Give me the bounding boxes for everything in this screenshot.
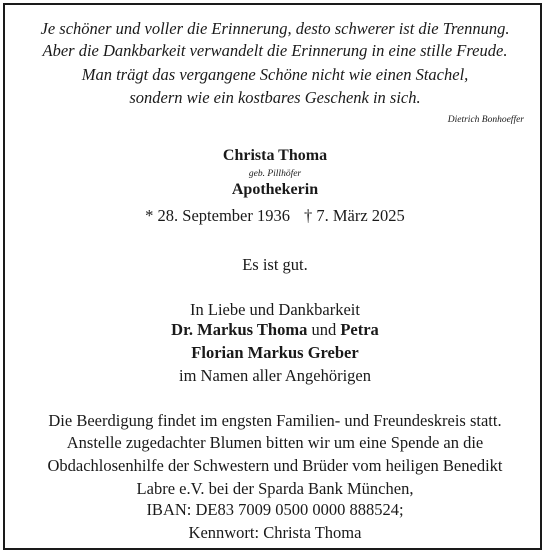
notice-line-1: Die Beerdigung findet im engsten Familien- und Freundeskreis statt. [48, 411, 502, 430]
maiden-name: geb. Pillhöfer [248, 169, 302, 179]
birth-date: * 28. September 1936 [145, 206, 290, 225]
deceased-name: Christa Thoma [222, 147, 328, 164]
notice-line-3: Obdachlosenhilfe der Schwestern und Brüder vom heiligen Benedikt [47, 456, 503, 475]
closing-phrase: Es ist gut. [242, 255, 308, 274]
mourners-line-1 [0, 320, 550, 340]
quote-line-3: Man trägt das vergangene Schöne nicht wie einen Stachel, [81, 65, 469, 84]
mourner-name-2: Petra [340, 320, 379, 339]
profession: Apothekerin [231, 181, 319, 198]
death-date: † 7. März 2025 [303, 206, 405, 225]
life-dates [0, 206, 550, 226]
notice-line-2: Anstelle zugedachter Blumen bitten wir um eine Spende an die [66, 433, 484, 452]
quote-author: Dietrich Bonhoeffer [447, 115, 524, 125]
quote-line-4: sondern wie ein kostbares Geschenk in sich. [129, 88, 421, 107]
mourner-connector: und [307, 320, 341, 339]
notice-line-keyword: Kennwort: Christa Thoma [188, 523, 362, 542]
mourners-outro: im Namen aller Angehörigen [179, 366, 371, 385]
mourner-name-3: Florian Markus Greber [191, 343, 359, 362]
quote-line-2: Aber die Dankbarkeit verwandelt die Erinnerung in eine stille Freude. [42, 41, 508, 60]
mourners-intro: In Liebe und Dankbarkeit [190, 300, 360, 319]
quote-line-1: Je schöner und voller die Erinnerung, desto schwerer ist die Trennung. [40, 19, 510, 38]
notice-line-iban: IBAN: DE83 7009 0500 0000 888524; [146, 500, 404, 519]
mourner-name-1: Dr. Markus Thoma [171, 320, 308, 339]
notice-line-4: Labre e.V. bei der Sparda Bank München, [136, 479, 414, 498]
